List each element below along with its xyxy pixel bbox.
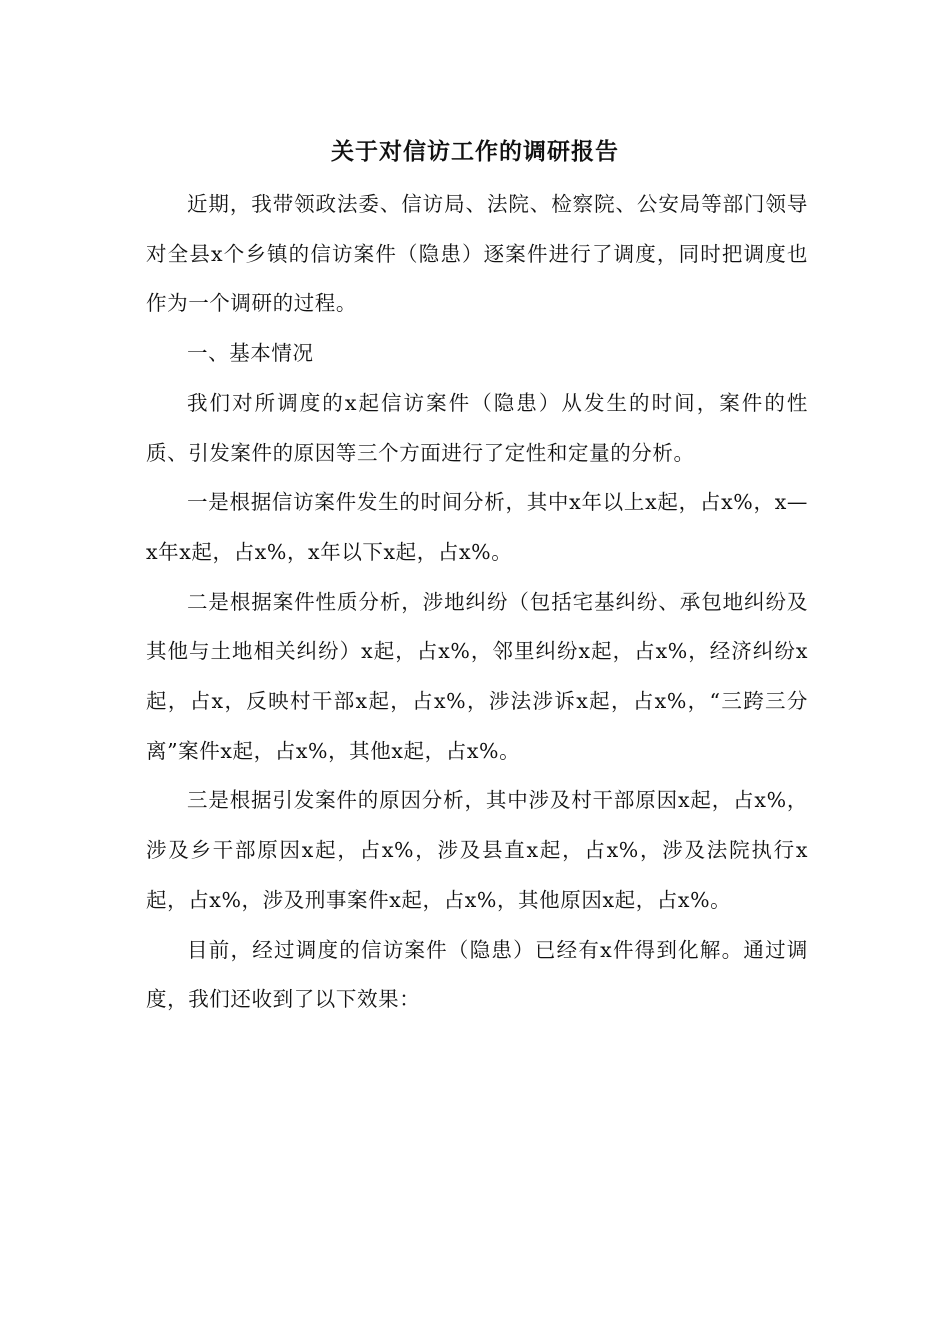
paragraph-intro: 近期，我带领政法委、信访局、法院、检察院、公安局等部门领导对全县x个乡镇的信访案件（隐患）逐案件进行了调度，同时把调度也作为一个调研的过程。 [146, 192, 808, 316]
section-heading-basic-situation: 一、基本情况 [187, 341, 314, 366]
document-title: 关于对信访工作的调研报告 [331, 138, 619, 165]
paragraph-time-analysis: 一是根据信访案件发生的时间分析，其中x年以上x起，占x%，x—x年x起，占x%，x年以下x起，占x%。 [146, 490, 808, 564]
paragraph-analysis-overview: 我们对所调度的x起信访案件（隐患）从发生的时间，案件的性质、引发案件的原因等三个方面进行了定性和定量的分析。 [146, 390, 808, 465]
paragraph-current-status: 目前，经过调度的信访案件（隐患）已经有x件得到化解。通过调度，我们还收到了以下效果： [146, 937, 808, 1012]
document-body [146, 180, 808, 1025]
paragraph-nature-analysis: 二是根据案件性质分析，涉地纠纷（包括宅基纠纷、承包地纠纷及其他与土地相关纠纷）x起，占x%，邻里纠纷x起，占x%，经济纠纷x起，占x，反映村干部x起，占x%，涉法涉诉x起，占x%，“三跨三分离”案件x起，占x%，其他x起，占x%。 [146, 589, 808, 763]
paragraph-cause-analysis: 三是根据引发案件的原因分析，其中涉及村干部原因x起，占x%，涉及乡干部原因x起，占x%，涉及县直x起，占x%，涉及法院执行x起，占x%，涉及刑事案件x起，占x%，其他原因x起，占x%。 [146, 788, 808, 912]
